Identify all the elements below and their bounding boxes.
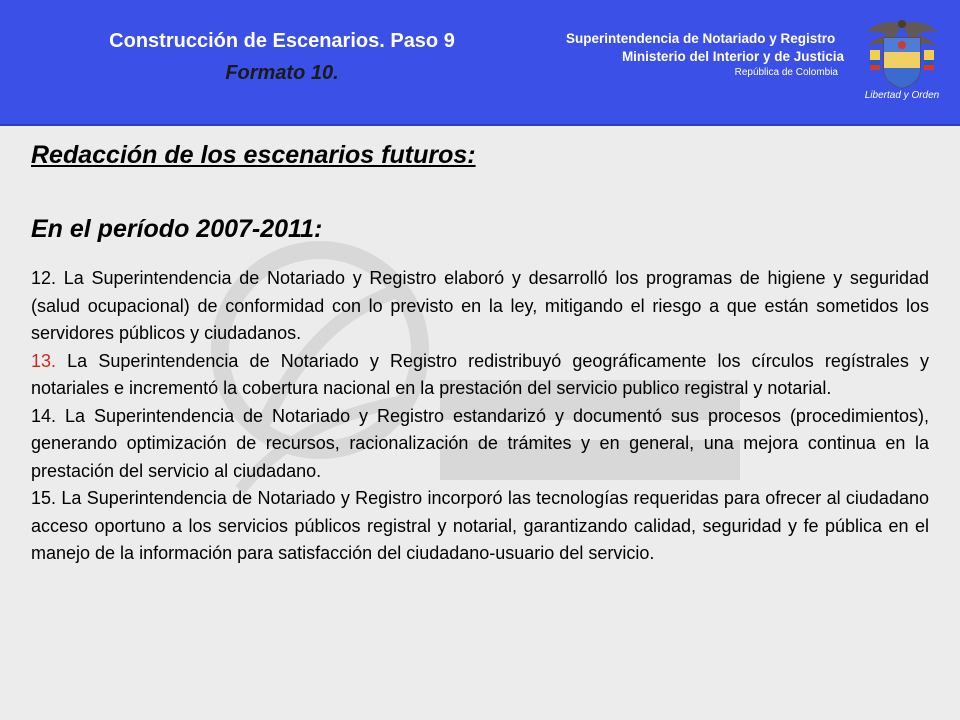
organization-block xyxy=(566,30,844,80)
scenario-item-15 xyxy=(31,485,929,568)
item-text: La Superintendencia de Notariado y Registro elaboró y desarrolló los programas de higiene y seguridad (salud ocupacional) de conformidad con lo previsto en la ley, mitigando el riesgo a que están sometidos los servidores públicos y ciudadanos. xyxy=(31,268,929,343)
country-name: República de Colombia xyxy=(734,67,838,78)
item-text: La Superintendencia de Notariado y Registro incorporó las tecnologías requeridas para ofrecer al ciudadano acceso oportuno a los servicios públicos registral y notarial, garantizando calidad, seguridad y fe pública en el manejo de la información para satisfacción del ciudadano-usuario del servicio. xyxy=(31,488,929,563)
item-number: 15. xyxy=(31,488,57,508)
scenario-item-12 xyxy=(31,265,929,348)
item-text: La Superintendencia de Notariado y Registro redistribuyó geográficamente los círculos regístrales y notariales e incrementó la cobertura nacional en la prestación del servicio publico registral y notarial. xyxy=(31,350,929,398)
item-number: 14. xyxy=(31,405,57,426)
item-number: 12. xyxy=(31,268,57,288)
organization-name: Superintendencia de Notariado y Registro xyxy=(566,31,836,46)
slide-title: Construcción de Escenarios. Paso 9 xyxy=(109,30,455,52)
slide-subtitle: Formato 10. xyxy=(225,62,339,84)
header-banner xyxy=(0,0,960,126)
section-heading: Redacción de los escenarios futuros: xyxy=(31,141,476,169)
scenario-item-14 xyxy=(31,403,929,486)
slide-content xyxy=(31,135,929,568)
ministry-name: Ministerio del Interior y de Justicia xyxy=(621,49,844,64)
period-heading: En el período 2007-2011: xyxy=(31,215,323,243)
item-text: La Superintendencia de Notariado y Registro estandarizó y documentó sus procesos (procedimientos), generando optimización de recursos, racionalización de trámites y en general, una mejora continua en la prestación del servicio al ciudadano. xyxy=(31,405,929,481)
scenario-item-13 xyxy=(31,348,929,403)
item-number: 13. xyxy=(31,350,57,371)
motto-text: Libertad y Orden xyxy=(864,90,940,101)
